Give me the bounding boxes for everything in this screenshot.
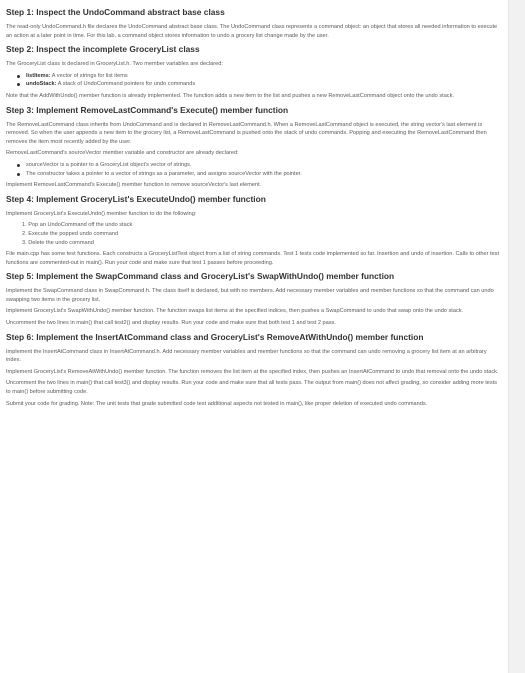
step-3-paragraph-2: RemoveLastCommand's sourceVector member variable and constructor are already declared: (6, 150, 239, 157)
list-item-term: undoStack: (26, 81, 57, 88)
step-5-heading: Step 5: Implement the SwapCommand class and GroceryList's SwapWithUndo() member function (6, 271, 395, 282)
list-item (26, 80, 502, 89)
step-3-paragraph-3: Implement RemoveLastCommand's Execute() member function to remove sourceVector's last element. (6, 182, 262, 189)
list-item-term: listItems: (26, 72, 51, 79)
step-4-paragraph-2: File main.cpp has some test functions. Each constructs a GroceryListTest object from a list of string commands. Test 1 tests code implemented so far. Insertion and undo of insertion. Calls to other test functions are commented-out in main(). Run your code and make sure that test 1 passes before proceeding. (6, 251, 499, 266)
step-3-paragraph: The RemoveLastCommand class inherits from UndoCommand and is declared in RemoveLastCommand.h. When a RemoveLastCommand object is executed, the string vector's last element is removed. So when the user appends a new item to the grocery list, a RemoveLastCommand is pushed onto the stack of undo commands. Popping and executing the RemoveLastCommand then removes the item most recently added by the user. (6, 121, 487, 145)
step-1-paragraph: The read-only UndoCommand.h file declares the UndoCommand abstract base class. The UndoCommand class represents a command object: an object that stores all needed information to execute an action at a later point in time. For this lab, a command object stores information to undo a grocery list change made by the user. (6, 24, 498, 39)
step-3-member-list (6, 161, 502, 178)
list-item-text: A vector of strings for list items (50, 72, 128, 79)
step-6-paragraph-4: Submit your code for grading. Note: The unit tests that grade submitted code test additional aspects not tested in main(), like proper deletion of executed undo commands. (6, 400, 428, 407)
step-5-paragraph-2: Implement GroceryList's SwapWithUndo() member function. The function swaps list items at the specified indices, then pushes a SwapCommand to undo that swap onto the undo stack. (6, 308, 464, 315)
list-item (26, 72, 502, 81)
list-item (26, 161, 502, 170)
list-item: 2. Execute the popped undo command (22, 230, 119, 237)
step-2-paragraph: The GroceryList class is declared in GroceryList.h. Two member variables are declared: (6, 61, 223, 68)
step-1-heading: Step 1: Inspect the UndoCommand abstract base class (6, 7, 225, 17)
step-4-numbered-list (6, 221, 502, 247)
step-3-heading: Step 3: Implement RemoveLastCommand's Execute() member function (6, 104, 289, 115)
list-item-text: The constructor takes a pointer to a vector of strings as a parameter, and assigns sourceVector with the pointer. (26, 170, 302, 177)
step-6-paragraph: Implement the InsertAtCommand class in InsertAtCommand.h. Add necessary member variables and member functions so that the command can undo removing a grocery list item at an arbitrary index. (6, 348, 487, 364)
list-item-text: sourceVector is a pointer to a GroceryList object's vector of strings. (26, 161, 192, 168)
step-6-paragraph-3: Uncomment the two lines in main() that call test3() and display results. Run your code and make sure that all tests pass. The output from main() does not affect grading, so consider adding more tests to main() before submitting code. (6, 380, 498, 396)
step-2-note: Note that the AddWithUndo() member function is already implemented. The function adds a new item to the list and pushes a new RemoveLastCommand object onto the undo stack. (6, 92, 454, 99)
step-5-paragraph: Implement the SwapCommand class in SwapCommand.h. The class itself is declared, but with no members. Add necessary member variables and member functions so that the command can undo swapping two items in the grocery list. (6, 288, 494, 303)
list-item (26, 170, 502, 179)
step-4-paragraph: Implement GroceryList's ExecuteUndo() member function to do the following: (6, 210, 197, 217)
list-item-text: A stack of UndoCommand pointers for undo commands (56, 81, 196, 88)
step-5-paragraph-3: Uncomment the two lines in main() that call test2() and display results. Run your code and make sure that both test 1 and test 2 pass. (6, 320, 336, 327)
step-6-heading: Step 6: Implement the InsertAtCommand class and GroceryList's RemoveAtWithUndo() member function (6, 331, 424, 342)
list-item: 3. Delete the undo command (22, 239, 94, 246)
step-2-heading: Step 2: Inspect the incomplete GroceryList class (6, 44, 200, 55)
step-6-paragraph-2: Implement GroceryList's RemoveAtWithUndo() member function. The function removes the list item at the specified index, then pushes an InsertAtCommand to undo that removal onto the undo stack. (6, 368, 499, 375)
vertical-scrollbar[interactable] (508, 0, 525, 673)
list-item: 1. Pop an UndoCommand off the undo stack (22, 222, 133, 229)
step-2-member-list (6, 72, 502, 89)
step-4-heading: Step 4: Implement GroceryList's ExecuteUndo() member function (6, 193, 266, 204)
